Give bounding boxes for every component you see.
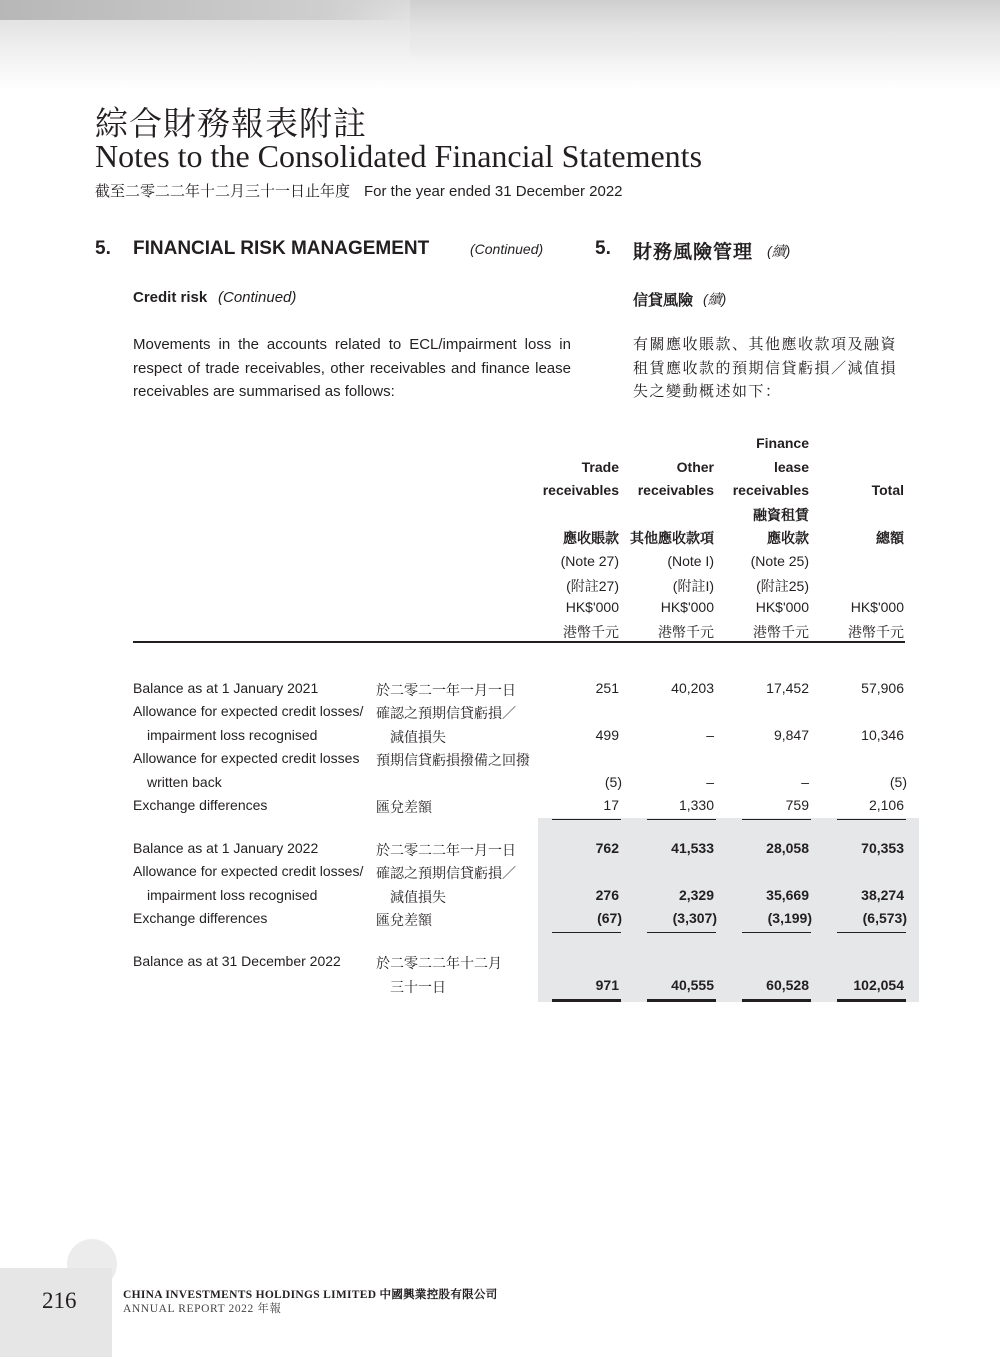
column-unit-other-zh: 港幣千元 (658, 624, 714, 640)
row-allowance-2022-label-zh: 減值損失 (390, 888, 446, 905)
column-header-total-en: Total (871, 482, 904, 498)
row-balance-2021-label-zh: 於二零二一年一月一日 (376, 682, 516, 698)
row-exchange-2021-value-finance-lease: 759 (785, 797, 809, 813)
total-double-rule-finance-lease (742, 999, 811, 1002)
column-header-trade-en: Trade (581, 458, 619, 475)
row-written-back-2021-value-other: – (706, 773, 714, 790)
column-header-other-en: Other (676, 458, 714, 475)
intro-paragraph-zh: 有關應收賬款、其他應收款項及融資租賃應收款的預期信貸虧損／減值損失之變動概述如下： (633, 336, 898, 400)
column-header-finance-lease-zh: 融資租賃 (753, 506, 809, 523)
row-exchange-2021-value-other: 1,330 (678, 797, 714, 813)
column-note-other-zh: (附註I) (672, 578, 714, 594)
row-allowance-2021-value-finance-lease: 9,847 (773, 726, 809, 743)
page-number: 216 (42, 1288, 77, 1313)
section-continued-zh: (續) (767, 243, 791, 259)
row-balance-2021-value-finance-lease: 17,452 (766, 680, 809, 696)
row-written-back-2021-value-finance-lease: – (801, 773, 809, 790)
column-unit-finance-lease-zh: 港幣千元 (753, 624, 809, 640)
row-balance-2021-label-en: Balance as at 1 January 2021 (133, 680, 319, 696)
row-allowance-2021-label-zh: 確認之預期信貸虧損／ (376, 705, 516, 721)
row-balance-dec-2022-value-trade: 971 (595, 976, 619, 993)
column-unit-trade-en: HK$'000 (565, 599, 619, 615)
row-exchange-2021-value-trade: 17 (603, 797, 619, 813)
subtotal-rule-2022-total (837, 932, 906, 933)
section-number-zh: 5. (595, 238, 611, 259)
row-balance-2022-value-finance-lease: 28,058 (766, 840, 809, 856)
total-double-rule-total (837, 999, 906, 1002)
total-double-rule-other (647, 999, 716, 1002)
column-header-trade-en: receivables (542, 482, 619, 498)
subsection-continued-en: (Continued) (218, 289, 297, 306)
row-balance-2022-label-zh: 於二零二二年一月一日 (376, 842, 516, 858)
row-balance-2021-value-other: 40,203 (671, 680, 714, 696)
row-exchange-2021-label-en: Exchange differences (133, 797, 268, 813)
row-allowance-2021-value-trade: 499 (595, 726, 619, 743)
subsection-title-zh: 信貸風險 (633, 292, 694, 309)
column-unit-trade-zh: 港幣千元 (563, 624, 619, 640)
column-header-finance-lease-en: receivables (732, 482, 809, 498)
column-header-finance-lease-en: lease (773, 458, 809, 475)
row-exchange-2022-label-en: Exchange differences (133, 910, 268, 926)
row-balance-dec-2022-value-finance-lease: 60,528 (766, 976, 809, 993)
section-title-en: FINANCIAL RISK MANAGEMENT (133, 238, 430, 259)
column-unit-total-zh: 港幣千元 (848, 624, 904, 640)
row-written-back-2021-value-trade: (5) (604, 773, 622, 790)
row-balance-2021-value-total: 57,906 (861, 680, 904, 696)
subsection-continued-zh: (續) (703, 291, 727, 307)
column-header-trade-zh: 應收賬款 (563, 530, 619, 546)
column-note-finance-lease-zh: (附註25) (756, 578, 809, 594)
row-exchange-2022-label-zh: 匯兌差額 (376, 912, 432, 928)
row-balance-2021-value-trade: 251 (595, 680, 619, 696)
column-note-other-en: (Note I) (667, 553, 714, 569)
row-exchange-2022-value-trade: (67) (597, 910, 622, 926)
row-allowance-2022-label-en: Allowance for expected credit losses/ (133, 863, 364, 879)
row-exchange-2021-label-zh: 匯兌差額 (376, 799, 432, 815)
row-allowance-2021-label-zh: 減值損失 (390, 728, 446, 745)
page-title-zh: 綜合財務報表附註 (95, 104, 367, 143)
row-allowance-2021-label-en: Allowance for expected credit losses/ (133, 703, 364, 719)
row-balance-2022-value-total: 70,353 (861, 840, 904, 856)
row-balance-dec-2022-label-zh: 三十一日 (390, 978, 446, 995)
column-note-trade-en: (Note 27) (560, 553, 619, 569)
row-exchange-2022-value-other: (3,307) (672, 910, 717, 926)
total-double-rule-trade (552, 999, 621, 1002)
section-continued-en: (Continued) (470, 241, 544, 257)
row-balance-2022-label-en: Balance as at 1 January 2022 (133, 840, 319, 856)
row-allowance-2021-value-other: – (706, 726, 714, 743)
subtotal-rule-2021-finance-lease (742, 819, 811, 820)
row-exchange-2022-value-total: (6,573) (862, 910, 907, 926)
column-unit-finance-lease-en: HK$'000 (755, 599, 809, 615)
row-balance-2022-value-trade: 762 (595, 840, 619, 856)
subtotal-rule-2021-total (837, 819, 906, 820)
row-exchange-2021-value-total: 2,106 (868, 797, 904, 813)
subtotal-rule-2022-trade (552, 932, 621, 933)
column-unit-total-en: HK$'000 (850, 599, 904, 615)
row-balance-dec-2022-label-zh: 於二零二二年十二月 (376, 955, 502, 971)
row-allowance-2021-label-en: impairment loss recognised (147, 726, 318, 743)
period-zh: 截至二零二二年十二月三十一日止年度 (95, 183, 351, 200)
page-title-en: Notes to the Consolidated Financial Statements (95, 138, 703, 174)
column-header-finance-lease-en: Finance (756, 435, 809, 451)
row-written-back-2021-value-total: (5) (889, 773, 907, 790)
section-number-en: 5. (95, 238, 111, 259)
row-allowance-2021-value-total: 10,346 (861, 726, 904, 743)
row-allowance-2022-value-other: 2,329 (678, 886, 714, 903)
row-allowance-2022-value-trade: 276 (595, 886, 619, 903)
subtotal-rule-2021-trade (552, 819, 621, 820)
row-allowance-2022-value-total: 38,274 (861, 886, 904, 903)
row-allowance-2022-label-en: impairment loss recognised (147, 886, 318, 903)
row-balance-dec-2022-value-total: 102,054 (853, 976, 904, 993)
subtotal-rule-2022-finance-lease (742, 932, 811, 933)
subtotal-rule-2021-other (647, 819, 716, 820)
row-balance-2022-value-other: 41,533 (671, 840, 714, 856)
footer-report-title: ANNUAL REPORT 2022 年報 (123, 1303, 282, 1315)
column-unit-other-en: HK$'000 (660, 599, 714, 615)
subtotal-rule-2022-other (647, 932, 716, 933)
column-header-finance-lease-zh: 應收款 (767, 530, 809, 546)
row-exchange-2022-value-finance-lease: (3,199) (767, 910, 812, 926)
period-en: For the year ended 31 December 2022 (364, 183, 623, 200)
column-header-total-zh: 總額 (876, 530, 904, 546)
row-allowance-2022-value-finance-lease: 35,669 (766, 886, 809, 903)
section-title-zh: 財務風險管理 (633, 242, 754, 263)
row-written-back-2021-label-zh: 預期信貸虧損撥備之回撥 (376, 752, 530, 768)
column-note-finance-lease-en: (Note 25) (750, 553, 809, 569)
row-written-back-2021-label-en: Allowance for expected credit losses (133, 750, 360, 766)
row-balance-dec-2022-value-other: 40,555 (671, 976, 714, 993)
subsection-title-en: Credit risk (133, 289, 208, 306)
row-balance-dec-2022-label-en: Balance as at 31 December 2022 (133, 953, 341, 969)
column-note-trade-zh: (附註27) (566, 578, 619, 594)
footer-company-name: CHINA INVESTMENTS HOLDINGS LIMITED 中國興業控股有限公司 (123, 1289, 498, 1301)
row-allowance-2022-label-zh: 確認之預期信貸虧損／ (376, 865, 516, 881)
intro-paragraph-en: Movements in the accounts related to ECL/impairment loss in respect of trade receivables, other receivables and finance lease receivables are summarised as follows: (133, 336, 571, 400)
column-header-other-en: receivables (637, 482, 714, 498)
column-header-other-zh: 其他應收款項 (630, 530, 714, 546)
row-written-back-2021-label-en: written back (147, 773, 222, 790)
